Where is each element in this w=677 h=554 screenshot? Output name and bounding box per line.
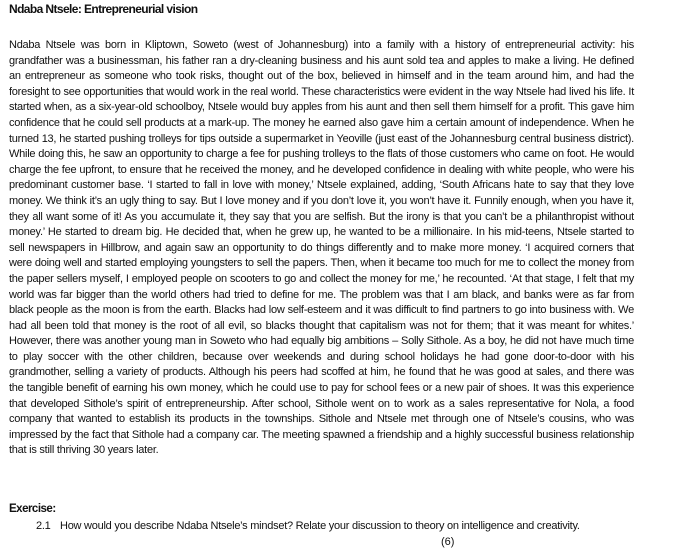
question-number: 2.1 bbox=[36, 520, 51, 532]
question-text: How would you describe Ndaba Ntsele’s mindset? Relate your discussion to theory on intelligence and creativity. bbox=[60, 520, 580, 532]
exercise-question bbox=[36, 520, 636, 532]
exercise-heading: Exercise: bbox=[9, 503, 56, 515]
document-title: Ndaba Ntsele: Entrepreneurial vision bbox=[9, 2, 198, 16]
question-marks: (6) bbox=[441, 536, 455, 548]
case-study-paragraph: Ndaba Ntsele was born in Kliptown, Soweto (west of Johannesburg) into a family with a history of entrepreneurial activity: his grandfather was a businessman, his father ran a dry-cleaning business and his aunt sold tea and apples to make a living. He defined an entrepreneur as someone who took risks, thought out of the box, believed in himself and in the team around him, and had the foresight to see opportunities that would work in the real world. These characteristics were evident in the way Ntsele had lived his life. It started when, as a six-year-old schoolboy, Ntsele would buy apples from his aunt and then sell them himself for a profit. This gave him confidence that he could sell products at a mark-up. The money he earned also gave him a certain amount of independence. When he turned 13, he started pushing trolleys for tips outside a supermarket in Yeoville (just east of the Johannesburg central business district). While doing this, he saw an opportunity to charge a fee for pushing trolleys to the flats of those customers who came on foot. He would charge the fee upfront, to ensure that he received the money, and he developed confidence in dealing with white people, who were his predominant customer base. ‘I started to fall in love with money,’ Ntsele explained, adding, ‘South Africans hate to say that they love money. We think it’s an ugly thing to say. But I love money and if you don’t love it, you won’t have it. Funnily enough, when you have it, they all want some of it! As you accumulate it, they say that you are selfish. But the irony is that you can’t be a philanthropist without money.’ He started to dream big. He decided that, when he grew up, he wanted to be a millionaire. In his mid-teens, Ntsele started to sell newspapers in Hillbrow, and again saw an opportunity to do things differently and to make more money. ‘I acquired corners that were doing well and started employing youngsters to sell the papers. Then, when it became too much for me to collect the money from the paper sellers myself, I employed people on scooters to go and collect the money for me,’ he recounted. ‘At that stage, I felt that my world was far bigger than the world others had tried to define for me. The problem was that I am black, and banks were as far from black people as the moon is from the earth. Blacks had low self-esteem and it was difficult to find partners to go into business with. We had all been told that money is the root of all evil, so blacks thought that capitalism was not for them; that it was meant for whites.’ However, there was another young man in Soweto who had equally big ambitions – Solly Sithole. As a boy, he did not have much time to play soccer with the other children, because over weekends and during school holidays he had gone door-to-door with his grandmother, selling a variety of products. Although his peers had scoffed at him, he found that he was good at sales, and there was the tangible benefit of earning his own money, which he could use to pay for school fees or a new pair of shoes. It was this experience that developed Sithole’s spirit of entrepreneurship. After school, Sithole went on to work as a sales representative for Nola, a food company that wanted to establish its products in the townships. Sithole and Ntsele met through one of Ntsele’s cousins, who was impressed by the fact that Sithole had a company car. The meeting spawned a friendship and a highly successful business relationship that is still thriving 30 years later. bbox=[9, 39, 634, 457]
